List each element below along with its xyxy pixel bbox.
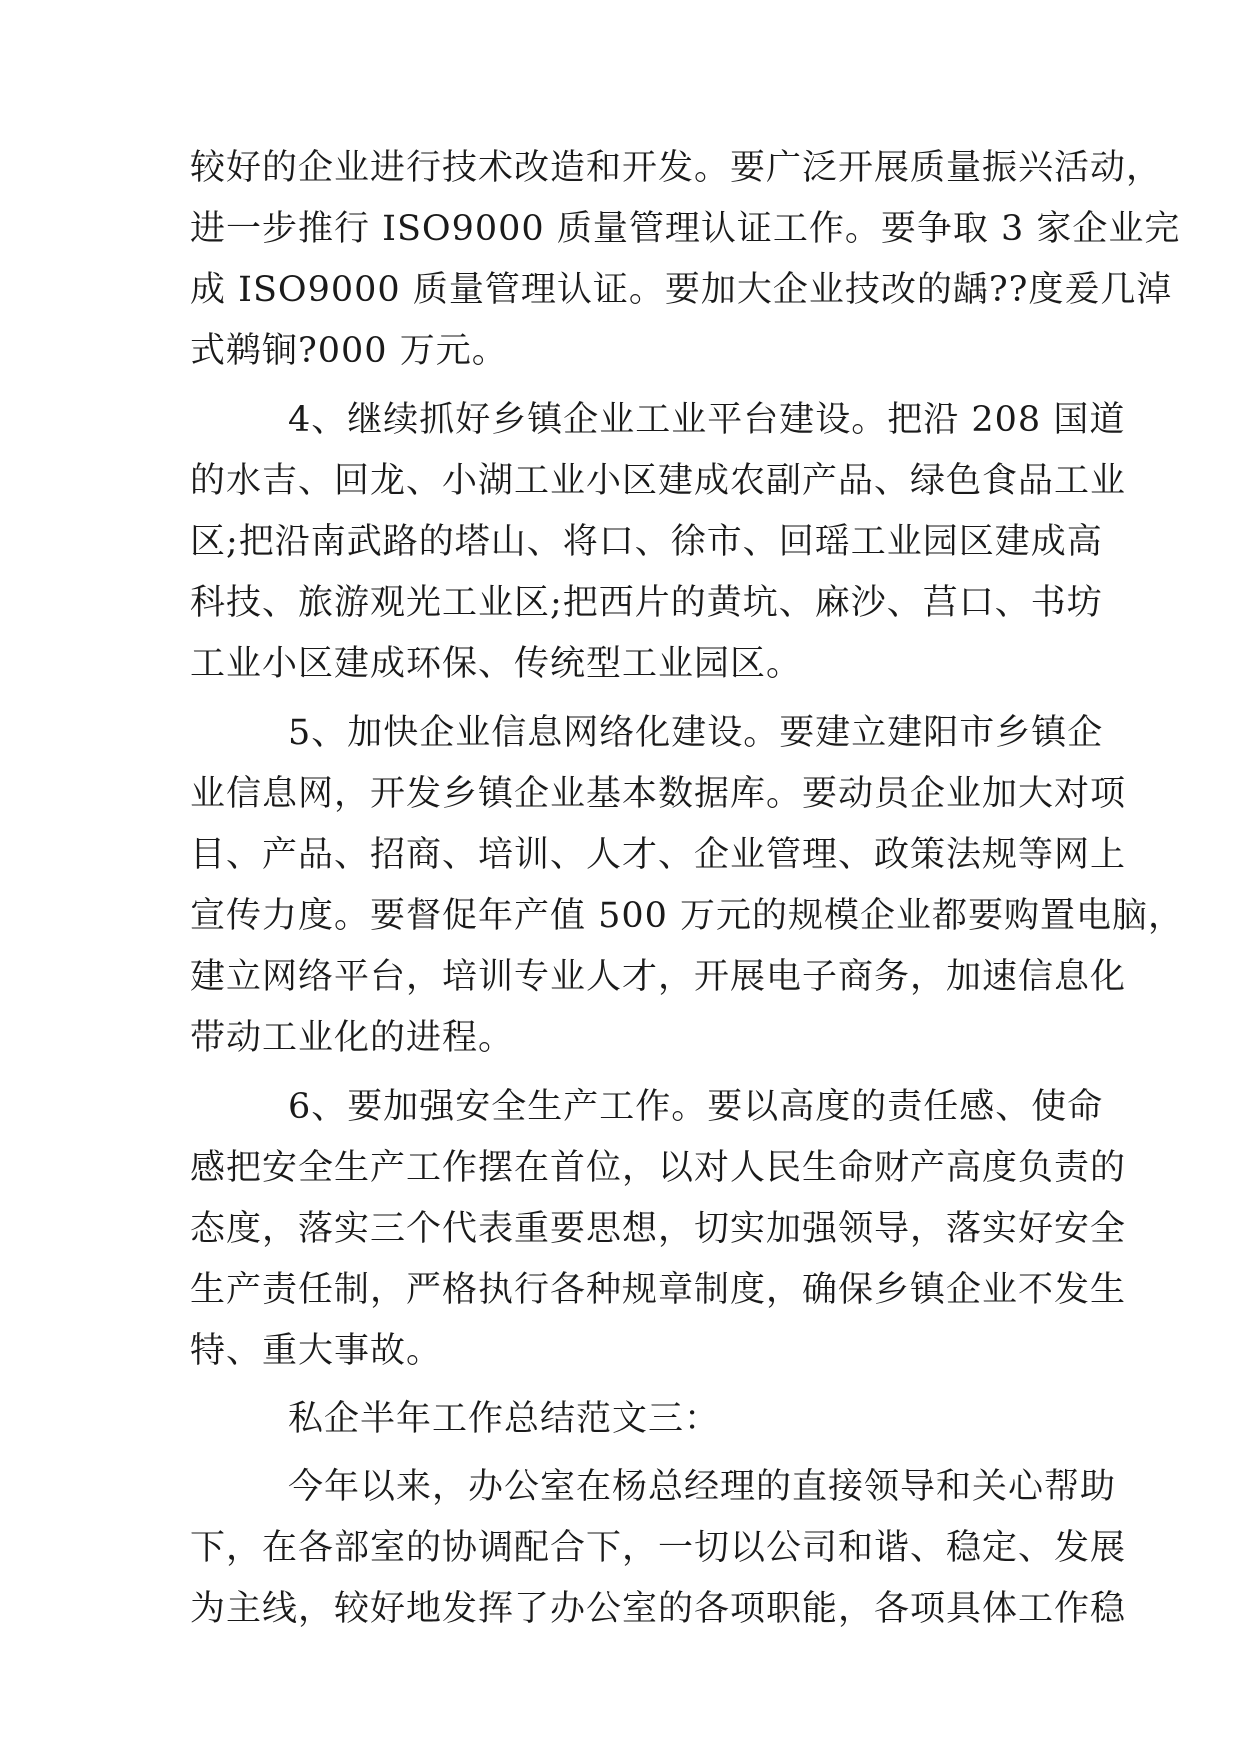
text-line: 感把安全生产工作摆在首位，以对人民生命财产高度负责的 bbox=[190, 1148, 1127, 1188]
text-line: 宣传力度。要督促年产值 500 万元的规模企业都要购置电脑， bbox=[190, 896, 1185, 936]
paragraph-start-line: 6、要加强安全生产工作。要以高度的责任感、使命 bbox=[288, 1087, 1104, 1127]
text-line: 带动工业化的进程。 bbox=[190, 1018, 515, 1058]
paragraph-start-line: 今年以来，办公室在杨总经理的直接领导和关心帮助 bbox=[288, 1467, 1117, 1507]
section-heading: 私企半年工作总结范文三： bbox=[288, 1399, 721, 1439]
text-line: 区;把沿南武路的塔山、将口、徐市、回瑶工业园区建成高 bbox=[190, 522, 1103, 562]
paragraph-start-line: 5、加快企业信息网络化建设。要建立建阳市乡镇企 bbox=[288, 713, 1104, 753]
text-line: 建立网络平台，培训专业人才，开展电子商务，加速信息化 bbox=[190, 957, 1127, 997]
text-line: 工业小区建成环保、传统型工业园区。 bbox=[190, 644, 803, 684]
text-line: 目、产品、招商、培训、人才、企业管理、政策法规等网上 bbox=[190, 835, 1127, 875]
text-line: 的水吉、回龙、小湖工业小区建成农副产品、绿色食品工业 bbox=[190, 461, 1127, 501]
text-line: 生产责任制，严格执行各种规章制度，确保乡镇企业不发生 bbox=[190, 1270, 1127, 1310]
text-line: 进一步推行 ISO9000 质量管理认证工作。要争取 3 家企业完 bbox=[190, 209, 1181, 249]
text-line: 下，在各部室的协调配合下，一切以公司和谐、稳定、发展 bbox=[190, 1528, 1127, 1568]
paragraph-start-line: 4、继续抓好乡镇企业工业平台建设。把沿 208 国道 bbox=[288, 400, 1126, 440]
text-line: 业信息网，开发乡镇企业基本数据库。要动员企业加大对项 bbox=[190, 774, 1127, 814]
text-line: 式鹈锏?000 万元。 bbox=[190, 331, 508, 371]
text-line: 态度，落实三个代表重要思想，切实加强领导，落实好安全 bbox=[190, 1209, 1127, 1249]
text-line: 成 ISO9000 质量管理认证。要加大企业技改的龋??度爰几淖 bbox=[190, 270, 1173, 310]
text-line: 较好的企业进行技术改造和开发。要广泛开展质量振兴活动， bbox=[190, 148, 1163, 188]
text-line: 为主线，较好地发挥了办公室的各项职能，各项具体工作稳 bbox=[190, 1589, 1127, 1629]
text-line: 特、重大事故。 bbox=[190, 1331, 443, 1371]
text-line: 科技、旅游观光工业区;把西片的黄坑、麻沙、莒口、书坊 bbox=[190, 583, 1103, 623]
